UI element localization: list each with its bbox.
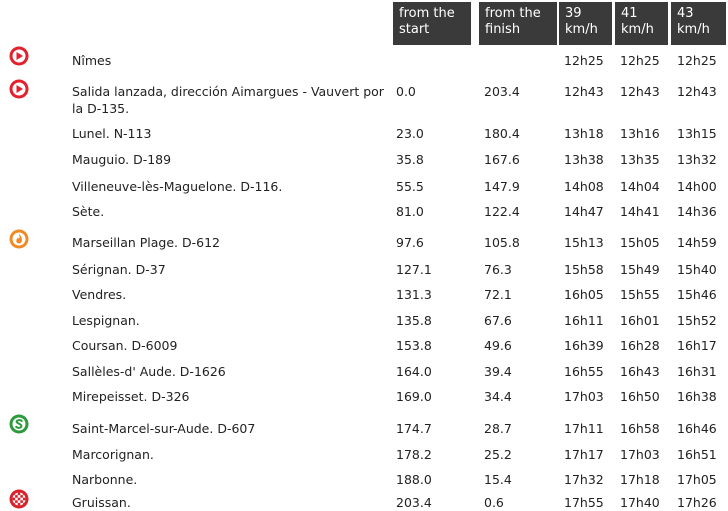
time-at-43kmh: 14h00	[677, 179, 717, 194]
distance-from-finish: 49.6	[484, 338, 512, 353]
time-at-41kmh: 17h18	[620, 472, 660, 487]
distance-from-finish: 76.3	[484, 262, 512, 277]
time-at-43kmh: 15h46	[677, 287, 717, 302]
time-at-43kmh: 16h31	[677, 364, 717, 379]
time-at-41kmh: 17h03	[620, 447, 660, 462]
time-at-43kmh: 16h46	[677, 421, 717, 436]
place-name: Coursan. D-6009	[72, 338, 178, 353]
place-name: Sallèles-d' Aude. D-1626	[72, 364, 226, 379]
time-at-43kmh: 17h26	[677, 495, 717, 510]
place-name: Nîmes	[72, 53, 112, 68]
place-name: Narbonne.	[72, 472, 138, 487]
distance-from-start: 97.6	[396, 235, 424, 250]
distance-from-start: 164.0	[396, 364, 432, 379]
distance-from-start: 174.7	[396, 421, 432, 436]
distance-from-start: 169.0	[396, 389, 432, 404]
time-at-39kmh: 15h58	[564, 262, 604, 277]
time-at-39kmh: 17h32	[564, 472, 604, 487]
feed-zone-icon	[9, 229, 29, 249]
distance-from-start: 127.1	[396, 262, 432, 277]
finish-icon	[9, 489, 29, 509]
distance-from-finish: 67.6	[484, 313, 512, 328]
time-at-39kmh: 16h39	[564, 338, 604, 353]
time-at-43kmh: 16h51	[677, 447, 717, 462]
distance-from-start: 55.5	[396, 179, 424, 194]
time-at-43kmh: 14h59	[677, 235, 717, 250]
header-speed-39: 39 km/h	[559, 2, 612, 45]
time-at-39kmh: 17h55	[564, 495, 604, 510]
time-at-43kmh: 12h43	[677, 84, 717, 99]
distance-from-finish: 34.4	[484, 389, 512, 404]
place-name: Vendres.	[72, 287, 127, 302]
time-at-41kmh: 15h49	[620, 262, 660, 277]
time-at-39kmh: 17h11	[564, 421, 604, 436]
place-name: Lespignan.	[72, 313, 140, 328]
time-at-41kmh: 14h41	[620, 204, 660, 219]
time-at-41kmh: 12h25	[620, 53, 660, 68]
place-name: Saint-Marcel-sur-Aude. D-607	[72, 421, 256, 436]
place-name: Mauguio. D-189	[72, 152, 172, 167]
distance-from-start: 0.0	[396, 84, 416, 99]
distance-from-start: 153.8	[396, 338, 432, 353]
time-at-39kmh: 16h11	[564, 313, 604, 328]
time-at-39kmh: 17h17	[564, 447, 604, 462]
place-name: Villeneuve-lès-Maguelone. D-116.	[72, 179, 283, 194]
time-at-39kmh: 14h08	[564, 179, 604, 194]
time-at-39kmh: 13h18	[564, 126, 604, 141]
distance-from-start: 131.3	[396, 287, 432, 302]
start-icon	[9, 79, 29, 99]
time-at-41kmh: 16h43	[620, 364, 660, 379]
time-at-43kmh: 15h52	[677, 313, 717, 328]
place-name: Mirepeisset. D-326	[72, 389, 190, 404]
time-at-43kmh: 14h36	[677, 204, 717, 219]
time-at-41kmh: 13h16	[620, 126, 660, 141]
distance-from-finish: 147.9	[484, 179, 520, 194]
distance-from-start: 23.0	[396, 126, 424, 141]
table-header	[0, 2, 728, 46]
time-at-41kmh: 16h58	[620, 421, 660, 436]
header-speed-41: 41 km/h	[615, 2, 668, 45]
header-speed-43: 43 km/h	[671, 2, 726, 45]
time-at-39kmh: 13h38	[564, 152, 604, 167]
place-name: Salida lanzada, dirección Aimargues - Vauvert por la D-135.	[72, 84, 384, 116]
time-at-41kmh: 17h40	[620, 495, 660, 510]
time-at-39kmh: 15h13	[564, 235, 604, 250]
place-name: Sérignan. D-37	[72, 262, 166, 277]
place-name: Sète.	[72, 204, 105, 219]
header-from-start: from the start	[393, 2, 471, 45]
distance-from-finish: 72.1	[484, 287, 512, 302]
distance-from-start: 203.4	[396, 495, 432, 510]
time-at-39kmh: 12h43	[564, 84, 604, 99]
place-name: Lunel. N-113	[72, 126, 152, 141]
distance-from-finish: 105.8	[484, 235, 520, 250]
time-at-43kmh: 13h15	[677, 126, 717, 141]
time-at-41kmh: 16h01	[620, 313, 660, 328]
distance-from-start: 178.2	[396, 447, 432, 462]
time-at-41kmh: 16h50	[620, 389, 660, 404]
place-name: Marseillan Plage. D-612	[72, 235, 220, 250]
distance-from-start: 35.8	[396, 152, 424, 167]
distance-from-finish: 25.2	[484, 447, 512, 462]
time-at-41kmh: 13h35	[620, 152, 660, 167]
time-at-41kmh: 14h04	[620, 179, 660, 194]
time-at-43kmh: 12h25	[677, 53, 717, 68]
time-at-41kmh: 16h28	[620, 338, 660, 353]
distance-from-start: 81.0	[396, 204, 424, 219]
distance-from-finish: 167.6	[484, 152, 520, 167]
time-at-43kmh: 16h17	[677, 338, 717, 353]
time-at-43kmh: 16h38	[677, 389, 717, 404]
time-at-41kmh: 12h43	[620, 84, 660, 99]
time-at-39kmh: 12h25	[564, 53, 604, 68]
distance-from-finish: 39.4	[484, 364, 512, 379]
time-at-39kmh: 16h05	[564, 287, 604, 302]
distance-from-start: 188.0	[396, 472, 432, 487]
place-name: Gruissan.	[72, 495, 131, 510]
distance-from-finish: 0.6	[484, 495, 504, 510]
header-from-finish: from the finish	[479, 2, 557, 45]
time-at-41kmh: 15h05	[620, 235, 660, 250]
distance-from-finish: 15.4	[484, 472, 512, 487]
time-at-43kmh: 13h32	[677, 152, 717, 167]
place-name: Marcorignan.	[72, 447, 154, 462]
time-at-39kmh: 14h47	[564, 204, 604, 219]
distance-from-finish: 180.4	[484, 126, 520, 141]
time-at-43kmh: 17h05	[677, 472, 717, 487]
distance-from-start: 135.8	[396, 313, 432, 328]
start-icon	[9, 46, 29, 66]
time-at-39kmh: 17h03	[564, 389, 604, 404]
time-at-43kmh: 15h40	[677, 262, 717, 277]
time-at-39kmh: 16h55	[564, 364, 604, 379]
sprint-icon	[9, 414, 29, 434]
time-at-41kmh: 15h55	[620, 287, 660, 302]
distance-from-finish: 203.4	[484, 84, 520, 99]
distance-from-finish: 122.4	[484, 204, 520, 219]
distance-from-finish: 28.7	[484, 421, 512, 436]
